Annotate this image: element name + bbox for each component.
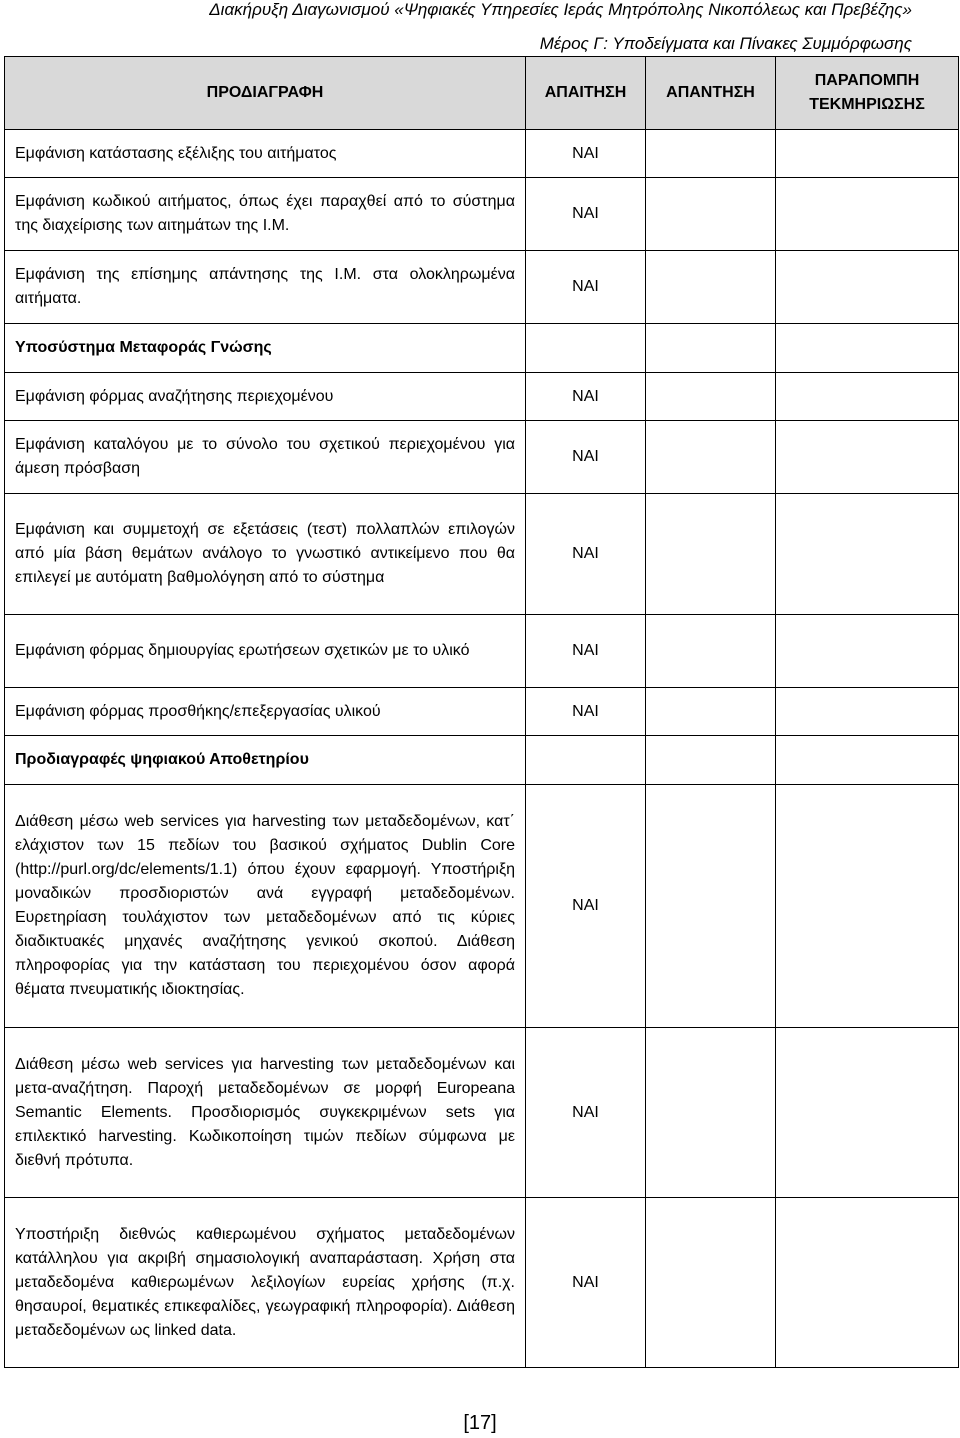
table-row: [5, 373, 959, 421]
table-row: [5, 178, 959, 251]
table-row: [5, 615, 959, 688]
table-header-row: [5, 57, 959, 130]
answer-cell: [646, 178, 776, 251]
spec-cell: Εμφάνιση της επίσημης απάντησης της Ι.Μ. στα ολοκληρωμένα αιτήματα.: [5, 251, 526, 324]
table-row: [5, 785, 959, 1028]
requirement-cell: ΝΑΙ: [526, 1028, 646, 1198]
spec-cell: Εμφάνιση κωδικού αιτήματος, όπως έχει παραχθεί από το σύστημα της διαχείρισης των αιτημάτων της Ι.Μ.: [5, 178, 526, 251]
answer-cell: [646, 785, 776, 1028]
table-row: [5, 421, 959, 494]
reference-cell: [776, 130, 959, 178]
table-row: [5, 130, 959, 178]
requirement-cell: ΝΑΙ: [526, 494, 646, 615]
spec-cell: Εμφάνιση φόρμας δημιουργίας ερωτήσεων σχετικών με το υλικό: [5, 615, 526, 688]
spec-cell: Διάθεση μέσω web services για harvesting των μεταδεδομένων και μετα-αναζήτηση. Παροχή μεταδεδομένων σε μορφή Europeana Semantic Elements. Προσδιορισμός συγκεκριμένων sets για επιλεκτικό harvesting. Κωδικοποίηση τιμών πεδίων σύμφωνα με διεθνή πρότυπα.: [5, 1028, 526, 1198]
requirement-cell: ΝΑΙ: [526, 615, 646, 688]
document-part: Μέρος Γ: Υποδείγματα και Πίνακες Συμμόρφωσης: [539, 34, 912, 53]
compliance-table: [4, 56, 959, 1368]
spec-cell: Εμφάνιση καταλόγου με το σύνολο του σχετικού περιεχομένου για άμεση πρόσβαση: [5, 421, 526, 494]
reference-cell: [776, 615, 959, 688]
spec-cell: Υποστήριξη διεθνώς καθιερωμένου σχήματος μεταδεδομένων κατάλληλου για ακριβή σημασιολογική αναπαράσταση. Χρήση στα μεταδεδομένα καθιερωμένων λεξιλογίων ευρείας χρήσης (π.χ. θησαυροί, θεματικές επικεφαλίδες, γεωγραφική πληροφορία). Διάθεση μεταδεδομένων ως linked data.: [5, 1198, 526, 1368]
spec-cell: Εμφάνιση φόρμας αναζήτησης περιεχομένου: [5, 373, 526, 421]
page-number: [17]: [463, 1412, 497, 1434]
section-row: [5, 736, 959, 785]
reference-cell: [776, 494, 959, 615]
document-title: Διακήρυξη Διαγωνισμού «Ψηφιακές Υπηρεσίες Ιεράς Μητρόπολης Νικοπόλεως και Πρεβέζης»: [209, 0, 912, 19]
col-header-answer: ΑΠΑΝΤΗΣΗ: [646, 57, 776, 130]
answer-cell: [646, 421, 776, 494]
requirement-cell: ΝΑΙ: [526, 373, 646, 421]
requirement-cell: ΝΑΙ: [526, 251, 646, 324]
reference-cell: [776, 421, 959, 494]
answer-cell: [646, 373, 776, 421]
reference-cell: [776, 251, 959, 324]
section-heading: Υποσύστημα Μεταφοράς Γνώσης: [5, 324, 526, 373]
requirement-cell: ΝΑΙ: [526, 688, 646, 736]
reference-cell: [776, 688, 959, 736]
col-header-requirement: ΑΠΑΙΤΗΣΗ: [526, 57, 646, 130]
spec-cell: Εμφάνιση φόρμας προσθήκης/επεξεργασίας υλικού: [5, 688, 526, 736]
reference-cell: [776, 373, 959, 421]
reference-cell: [776, 1198, 959, 1368]
section-heading: Προδιαγραφές ψηφιακού Αποθετηρίου: [5, 736, 526, 785]
answer-cell: [646, 615, 776, 688]
reference-cell: [776, 1028, 959, 1198]
reference-cell: [776, 178, 959, 251]
answer-cell: [646, 251, 776, 324]
requirement-cell: ΝΑΙ: [526, 178, 646, 251]
answer-cell: [646, 130, 776, 178]
answer-cell: [646, 1028, 776, 1198]
section-row: [5, 324, 959, 373]
col-header-reference: ΠΑΡΑΠΟΜΠΗ ΤΕΚΜΗΡΙΩΣΗΣ: [776, 57, 959, 130]
col-header-spec: ΠΡΟΔΙΑΓΡΑΦΗ: [5, 57, 526, 130]
spec-cell: Διάθεση μέσω web services για harvesting των μεταδεδομένων, κατ΄ ελάχιστον των 15 πεδίων του βασικού σχήματος Dublin Core (http://purl.org/dc/elements/1.1) όπου έχουν εφαρμογή. Υποστήριξη μοναδικών προσδιοριστών ανά εγγραφή μεταδεδομένων. Ευρετηρίαση τουλάχιστον των μεταδεδομένων από τις κύριες διαδικτυακές μηχανές αναζήτησης γενικού σκοπού. Διάθεση πληροφορίας για την κατάσταση του περιεχομένου όσον αφορά θέματα πνευματικής ιδιοκτησίας.: [5, 785, 526, 1028]
table-row: [5, 1028, 959, 1198]
answer-cell: [646, 688, 776, 736]
requirement-cell: ΝΑΙ: [526, 421, 646, 494]
answer-cell: [646, 494, 776, 615]
requirement-cell: ΝΑΙ: [526, 130, 646, 178]
table-row: [5, 1198, 959, 1368]
requirement-cell: ΝΑΙ: [526, 785, 646, 1028]
table-row: [5, 251, 959, 324]
reference-cell: [776, 785, 959, 1028]
table-row: [5, 494, 959, 615]
requirement-cell: ΝΑΙ: [526, 1198, 646, 1368]
answer-cell: [646, 1198, 776, 1368]
spec-cell: Εμφάνιση και συμμετοχή σε εξετάσεις (τεστ) πολλαπλών επιλογών από μία βάση θεμάτων ανάλογο το γνωστικό αντικείμενο που θα επιλεγεί με αυτόματη βαθμολόγηση από το σύστημα: [5, 494, 526, 615]
table-row: [5, 688, 959, 736]
spec-cell: Εμφάνιση κατάστασης εξέλιξης του αιτήματος: [5, 130, 526, 178]
